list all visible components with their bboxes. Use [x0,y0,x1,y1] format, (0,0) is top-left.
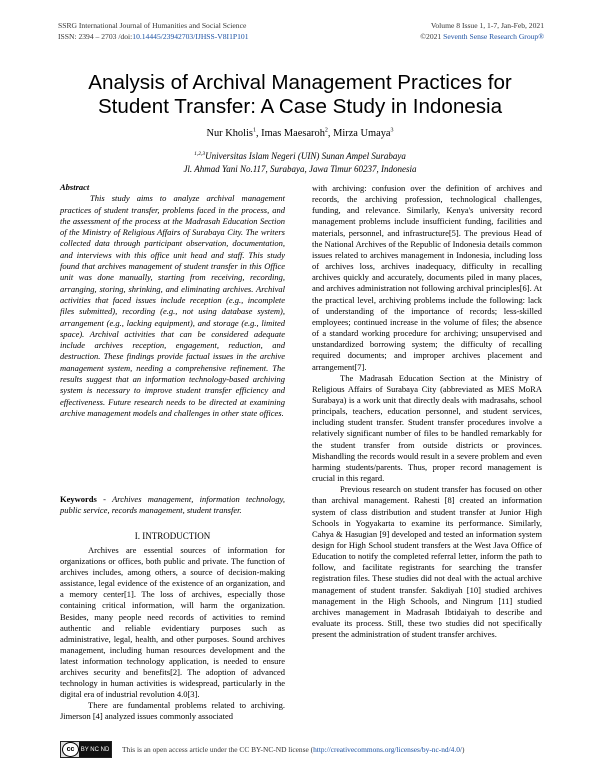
paper-title [40,71,560,119]
issn-doi-line [58,31,249,42]
abstract-heading: Abstract [60,182,90,192]
publisher-link[interactable]: Seventh Sense Research Group® [443,32,544,41]
copyright-year: 2021 [426,32,444,41]
affiliation-line-1: $^{1,2,3}$Universitas Islam Negeri (UIN) Sunan Ampel Surabaya [194,151,406,161]
abstract [60,182,285,419]
abstract-body: This study aims to analyze archival management practices of student transfer, problems faced in the process, and the assessment of the process at the Madrasah Education Section of the Ministry of Religious Affairs of Surabaya City. The writers collected data through participant observation, documentation, and interviews with this office unit head and staff. This study found that archives management of student transfer in this Office unit was done manually, starting from receiving, recording, arranging, storing, shrinking, and eliminating archives. Archival activities that faced issues include reception (e.g., incomplete files submitted), recording (e.g., not using database system), arrangement (e.g., lacking equipment), and storage (e.g., limited space). Archival activities that can be considered adequate include archives reception, engagement, reduction, and destruction. These findings provide factual issues in the archive management system, needing a comprehensive refinement. The results suggest that an information technology-based archiving system is necessary to improve student transfer efficiency and effectiveness. Future research needs to be directed at examining archive management models and challenges in other state offices. [60,193,285,418]
license-link[interactable]: http://creativecommons.org/licenses/by-nc-nd/4.0/ [313,745,462,754]
volume-info: Volume 8 Issue 1, 1-7, Jan-Feb, 2021 [430,21,544,30]
introduction-body [60,545,285,723]
by-nc-nd-icons: BY NC ND [79,742,111,757]
title-line-1: Analysis of Archival Management Practices for [88,71,512,94]
copyright-line: ©2021 Seventh Sense Research Group® [420,32,544,41]
license-footer [60,741,550,761]
affiliation-line-2: Jl. Ahmad Yani No.117, Surabaya, Jawa Timur 60237, Indonesia [183,164,417,174]
cc-icon: cc [62,742,79,757]
paragraph: Previous research on student transfer has focused on other than archival management. Rahesti [8] created an information system of class distribution and student transfer at Junior High Schools in Yogyakarta to examine its performance. Similarly, Cahya & Hasugian [9] developed and tested an information system design for High School student transfers at the West Java Office of Education to notify the completed referral letter, inform the path to follow, and facilitate registrants for searching the transfer registration files. These studies did not deal with the actual archive management of student transfer. Sakdiyah [10] studied archives management in the High Schools, and Ningrum [11] studied archives management in Madrasah Ibtidaiyah to describe and evaluate its process. Still, these two studies did not specifically present the administration of student transfer archives. [312,484,542,640]
title-line-2: Student Transfer: A Case Study in Indonesia [97,95,503,118]
running-header-right [420,20,544,42]
author: Mirza Umaya$^3$ [333,128,394,140]
keywords-text: - Archives management, information technology, public service, records management, student transfer. [60,494,285,516]
issn-text: ISSN: 2394 – 2703 /doi: [58,32,133,41]
keywords [60,494,285,517]
section-heading-introduction: I. INTRODUCTION [134,531,211,541]
paragraph: The Madrasah Education Section at the Ministry of Religious Affairs of Surabaya City (abbreviated as MES MoRA Surabaya) is a work unit that directly deals with madrasahs, school principals, teachers, education personnel, and student services, including student transfer. Student transfer procedures involve a relatively significant number of files to be handled remarkably for the student transfer from outside districts or provinces. Mishandling the records would result in a severe problem and even harming students/parents. Thus, proper record management is crucial in this regard. [312,372,542,484]
journal-name: SSRG International Journal of Humanities and Social Science [58,21,247,30]
cc-license-badge[interactable] [60,741,112,758]
keywords-label: Keywords [60,494,97,504]
author-list [0,128,600,139]
author: Imas Maesaroh$^2$, [261,128,334,140]
right-column-body [312,183,542,640]
paragraph: There are fundamental problems related to archiving. Jimerson [4] analyzed issues commonly associated [60,700,285,722]
paragraph: Archives are essential sources of information for organizations or offices, both public and private. The function of archives includes, among others, a source of decision-making assistance, legal evidence of the existence of an organization, and a memory center[1]. The loss of archives, especially those containing critical information, will harm the organization. Besides, many people need records of activities to remind authentic and reliable evidentiary purposes such as administrative, legal, health, and other purposes. Sound archives management, including human resources development and the latest information technology application, is needed to ensure archives security and benefits[2]. The adoption of advanced technology in human activities is widespread, particularly in the digital era of industrial revolution 4.0[3]. [60,545,285,700]
doi-link[interactable]: 10.14445/23942703/IJHSS-V8I1P101 [132,32,249,41]
license-text: This is an open access article under the CC BY-NC-ND license (http://creativecommons.org/licenses/by-nc-nd/4.0/) [122,745,465,754]
paragraph: with archiving: confusion over the definition of archives and records, the archiving profession, technological challenges, funding, and relevance. Similarly, Kenya's university record management problems include insufficient funding, facilities and materials, personnel, and infrastructure[5]. The previous Head of the National Archives of the Republic of Indonesia details common issues related to archives management in Indonesia, including loss of archives loss, archives inadequacy, difficulty in recalling archives quickly and accurately, documents piled in many places, and archives administration not following archival principles[6]. At the practical level, archiving problems include the following: lack of understanding of the importance of records; less-skilled employees; continued increase in the volume of files; the absence of a standard working procedure for archiving; unsupervised and unstandardized borrowing system; the difficulty of recalling required documents; and improper archives placement and arrangement[7]. [312,183,542,372]
running-header-left [58,20,249,42]
author: Nur Kholis$^1$, [206,128,262,140]
